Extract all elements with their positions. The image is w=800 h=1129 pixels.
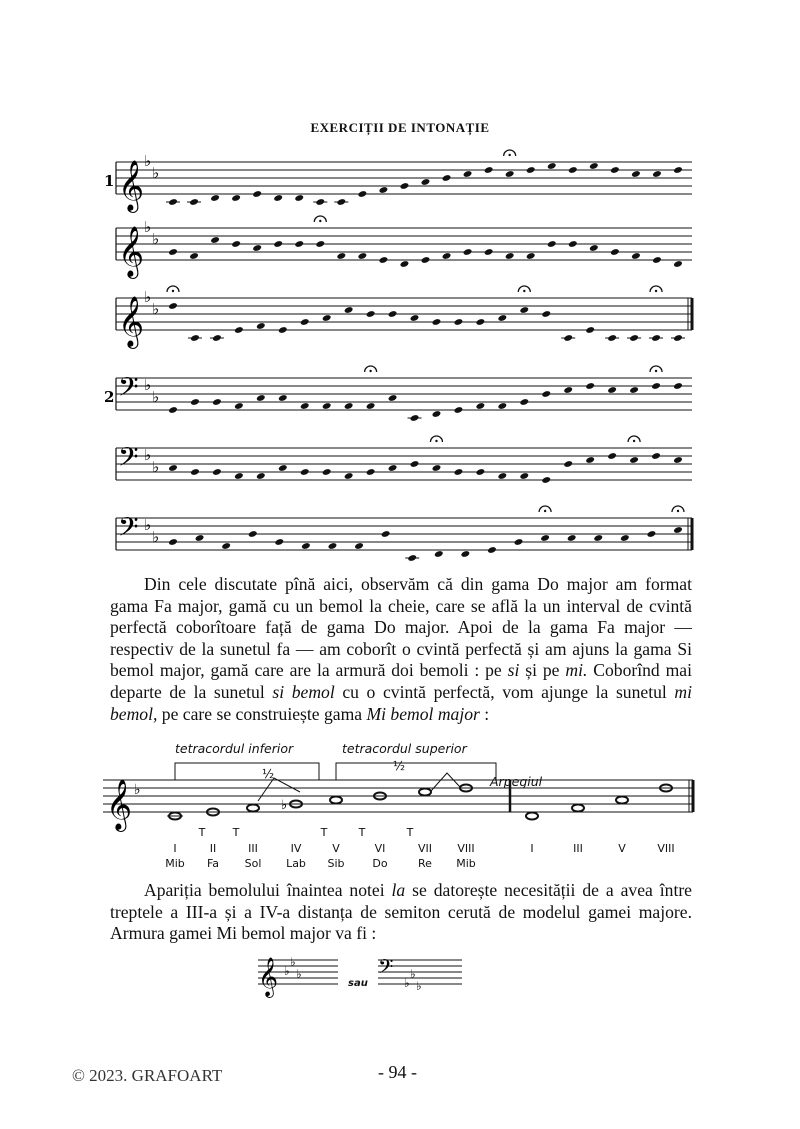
flat-icon: ♭ <box>296 967 302 981</box>
note-head <box>514 538 524 546</box>
flat-icon: ♭ <box>134 782 141 798</box>
page-number: - 94 - <box>378 1062 417 1082</box>
note-head <box>210 236 220 244</box>
fermata-dot <box>319 220 321 222</box>
note-head <box>519 472 529 480</box>
note-name-label: Fa <box>206 857 220 870</box>
note-head <box>607 452 617 460</box>
note-head <box>442 252 452 260</box>
note-head <box>585 456 595 464</box>
fermata-dot <box>633 440 635 442</box>
note-head <box>388 394 398 402</box>
note-head <box>189 252 199 260</box>
note-head <box>652 170 662 178</box>
note-name-label: Re <box>418 857 432 870</box>
note-head <box>442 174 452 182</box>
note-head <box>344 306 354 314</box>
tetrachord-bracket <box>175 763 319 780</box>
note-head <box>234 402 244 410</box>
note-head <box>585 326 595 334</box>
flat-icon: ♭ <box>144 516 152 534</box>
note-head <box>547 240 557 248</box>
flat-icon: ♭ <box>152 528 160 546</box>
flat-icon: ♭ <box>152 388 160 406</box>
note-head <box>300 468 310 476</box>
note-head <box>358 252 368 260</box>
note-head <box>190 398 200 406</box>
note-head <box>234 472 244 480</box>
note-head <box>168 538 178 546</box>
fermata-dot <box>655 290 657 292</box>
note-head <box>234 326 244 334</box>
note-head <box>505 170 515 178</box>
note-head <box>484 166 494 174</box>
note-head <box>322 314 332 322</box>
flat-icon: ♭ <box>152 164 160 182</box>
degree-label: V <box>332 842 340 855</box>
note-head <box>294 240 304 248</box>
note-head <box>651 382 661 390</box>
note-head <box>300 402 310 410</box>
note-head <box>563 460 573 468</box>
note-head <box>673 456 683 464</box>
flat-icon: ♭ <box>410 967 416 981</box>
key-signature-separator: sau <box>348 978 368 989</box>
note-head <box>505 252 515 260</box>
flat-icon: ♭ <box>404 976 410 990</box>
note-head <box>498 472 508 480</box>
note-head <box>454 406 464 414</box>
treble-clef-icon: 𝄞 <box>118 296 145 347</box>
note-head <box>256 322 266 330</box>
treble-clef-icon: 𝄞 <box>118 160 145 211</box>
note-name-label: Do <box>372 857 388 870</box>
note-head <box>388 464 398 472</box>
exercise-number: 1 <box>104 172 115 190</box>
note-head <box>294 194 304 202</box>
lower-tetrachord-label: tetracordul inferior <box>175 741 294 756</box>
note-head <box>526 166 536 174</box>
arpeggio-degree-label: I <box>530 842 534 855</box>
note-head <box>673 260 683 268</box>
page-title: EXERCIȚII DE INTONAȚIE <box>310 120 490 135</box>
bass-clef-icon: 𝄢 <box>118 511 139 549</box>
note-head <box>231 194 241 202</box>
note-head <box>589 162 599 170</box>
note-head <box>629 386 639 394</box>
fermata-dot <box>172 290 174 292</box>
note-head <box>568 240 578 248</box>
flat-icon: ♭ <box>281 798 288 813</box>
note-head <box>547 162 557 170</box>
copyright: © 2023. GRAFOART <box>72 1066 223 1085</box>
note-head <box>273 194 283 202</box>
treble-clef-icon: 𝄞 <box>106 779 133 830</box>
tone-label: T <box>406 826 414 839</box>
note-head <box>212 468 222 476</box>
tone-label: T <box>358 826 366 839</box>
note-head <box>278 326 288 334</box>
note-head <box>344 402 354 410</box>
note-head <box>432 464 442 472</box>
degree-label: III <box>248 842 258 855</box>
flat-icon: ♭ <box>284 964 290 978</box>
note-head <box>358 190 368 198</box>
note-head <box>168 464 178 472</box>
flat-icon: ♭ <box>152 458 160 476</box>
fermata-dot <box>677 510 679 512</box>
note-head <box>563 386 573 394</box>
whole-note <box>572 805 584 812</box>
degree-label: VII <box>417 842 432 855</box>
half-tone-label: ½ <box>393 758 406 773</box>
note-head <box>221 542 231 550</box>
arpeggio-degree-label: III <box>573 842 583 855</box>
note-name-label: Sol <box>244 857 262 870</box>
note-head <box>366 310 376 318</box>
note-head <box>336 252 346 260</box>
note-head <box>168 248 178 256</box>
note-head <box>322 468 332 476</box>
note-head <box>620 534 630 542</box>
degree-label: VIII <box>457 842 475 855</box>
note-head <box>256 472 266 480</box>
note-head <box>379 256 389 264</box>
flat-icon: ♭ <box>290 955 296 969</box>
note-head <box>567 534 577 542</box>
note-head <box>461 550 471 558</box>
note-head <box>410 314 420 322</box>
half-tone-label: ½ <box>262 766 275 781</box>
note-head <box>476 402 486 410</box>
arpeggio-label: Arpegiul <box>490 774 543 789</box>
note-head <box>476 468 486 476</box>
note-head <box>168 302 178 310</box>
whole-note <box>616 797 628 804</box>
whole-note <box>330 797 342 804</box>
note-head <box>585 382 595 390</box>
arpeggio-degree-label: V <box>618 842 626 855</box>
degree-label: VI <box>374 842 386 855</box>
note-head <box>366 468 376 476</box>
whole-note <box>526 813 538 820</box>
note-head <box>252 244 262 252</box>
paragraph-1: Din cele discutate pînă aici, observăm că din gama Do major am format gama Fa major, gamă cu un bemol la cheie, care se află la un interval de cvintă perfectă coborîtoare față de gama Do major. Apoi de la gama Fa major — respectiv de la sunetul fa — am coborît o cvintă perfectă și am ajuns la gama Si bemol major, gamă care are la armură doi bemoli : pe si și pe mi. Coborînd mai departe de la sunetul si bemol cu o cvintă perfectă, vom ajunge la sunetul mi bemol, pe care se construiește gama Mi bemol major : <box>110 574 692 724</box>
treble-clef-icon: 𝄞 <box>258 957 279 997</box>
note-head <box>231 240 241 248</box>
note-head <box>541 390 551 398</box>
note-head <box>541 476 551 484</box>
note-head <box>484 248 494 256</box>
exercise-number: 2 <box>104 388 115 406</box>
flat-icon: ♭ <box>416 979 422 993</box>
note-name-label: Sib <box>327 857 345 870</box>
note-head <box>195 534 205 542</box>
note-head <box>252 190 262 198</box>
whole-note <box>419 789 431 796</box>
note-head <box>210 194 220 202</box>
tone-label: T <box>198 826 206 839</box>
note-head <box>647 530 657 538</box>
note-head <box>400 260 410 268</box>
treble-clef-icon: 𝄞 <box>118 226 145 277</box>
note-name-label: Mib <box>165 857 185 870</box>
note-head <box>432 410 442 418</box>
note-name-label: Lab <box>286 857 306 870</box>
bass-clef-icon: 𝄢 <box>378 955 394 983</box>
note-head <box>248 530 258 538</box>
note-head <box>300 318 310 326</box>
note-head <box>498 314 508 322</box>
note-head <box>454 318 464 326</box>
note-head <box>519 398 529 406</box>
note-head <box>432 318 442 326</box>
note-head <box>400 182 410 190</box>
note-head <box>256 394 266 402</box>
note-head <box>434 550 444 558</box>
flat-icon: ♭ <box>144 152 152 170</box>
note-head <box>610 248 620 256</box>
note-head <box>498 402 508 410</box>
note-head <box>366 402 376 410</box>
note-head <box>354 542 364 550</box>
note-head <box>410 460 420 468</box>
note-head <box>381 530 391 538</box>
note-head <box>379 186 389 194</box>
note-head <box>652 256 662 264</box>
degree-label: II <box>209 842 217 855</box>
note-head <box>463 170 473 178</box>
note-head <box>487 546 497 554</box>
note-head <box>631 252 641 260</box>
note-head <box>322 402 332 410</box>
fermata-dot <box>369 370 371 372</box>
note-head <box>278 464 288 472</box>
fermata-dot <box>435 440 437 442</box>
bass-clef-icon: 𝄢 <box>118 441 139 479</box>
note-head <box>388 310 398 318</box>
note-head <box>212 398 222 406</box>
note-head <box>526 252 536 260</box>
semitone-mark <box>258 778 300 801</box>
fermata-dot <box>655 370 657 372</box>
flat-icon: ♭ <box>144 218 152 236</box>
note-head <box>541 310 551 318</box>
degree-label: IV <box>290 842 302 855</box>
flat-icon: ♭ <box>152 300 160 318</box>
note-head <box>607 386 617 394</box>
note-head <box>540 534 550 542</box>
note-head <box>301 542 311 550</box>
note-head <box>421 256 431 264</box>
note-head <box>519 306 529 314</box>
tetrachord-bracket <box>336 763 496 780</box>
paragraph-2: Apariția bemolului înaintea notei la se datorește necesității de a avea între treptele a III-a și a IV-a distanța de semiton cerută de modelul gamei majore. Armura gamei Mi bemol major va fi : <box>110 880 692 944</box>
fermata-dot <box>544 510 546 512</box>
flat-icon: ♭ <box>144 446 152 464</box>
note-head <box>610 166 620 174</box>
note-head <box>651 452 661 460</box>
note-head <box>463 248 473 256</box>
note-head <box>454 468 464 476</box>
note-head <box>673 166 683 174</box>
note-head <box>190 468 200 476</box>
flat-icon: ♭ <box>152 230 160 248</box>
tone-label: T <box>320 826 328 839</box>
bass-clef-icon: 𝄢 <box>118 371 139 409</box>
note-head <box>278 394 288 402</box>
note-head <box>673 382 683 390</box>
note-head <box>629 456 639 464</box>
note-head <box>315 240 325 248</box>
note-head <box>589 244 599 252</box>
flat-icon: ♭ <box>144 288 152 306</box>
note-head <box>673 526 683 534</box>
fermata-dot <box>508 154 510 156</box>
note-head <box>631 170 641 178</box>
fermata-dot <box>523 290 525 292</box>
upper-tetrachord-label: tetracordul superior <box>342 741 467 756</box>
note-head <box>421 178 431 186</box>
note-head <box>328 542 338 550</box>
flat-icon: ♭ <box>144 376 152 394</box>
note-head <box>593 534 603 542</box>
note-head <box>568 166 578 174</box>
whole-note <box>247 805 259 812</box>
note-head <box>344 472 354 480</box>
arpeggio-degree-label: VIII <box>657 842 675 855</box>
tone-label: T <box>232 826 240 839</box>
note-head <box>168 406 178 414</box>
note-head <box>273 240 283 248</box>
note-head <box>274 538 284 546</box>
note-name-label: Mib <box>456 857 476 870</box>
degree-label: I <box>173 842 177 855</box>
note-head <box>476 318 486 326</box>
